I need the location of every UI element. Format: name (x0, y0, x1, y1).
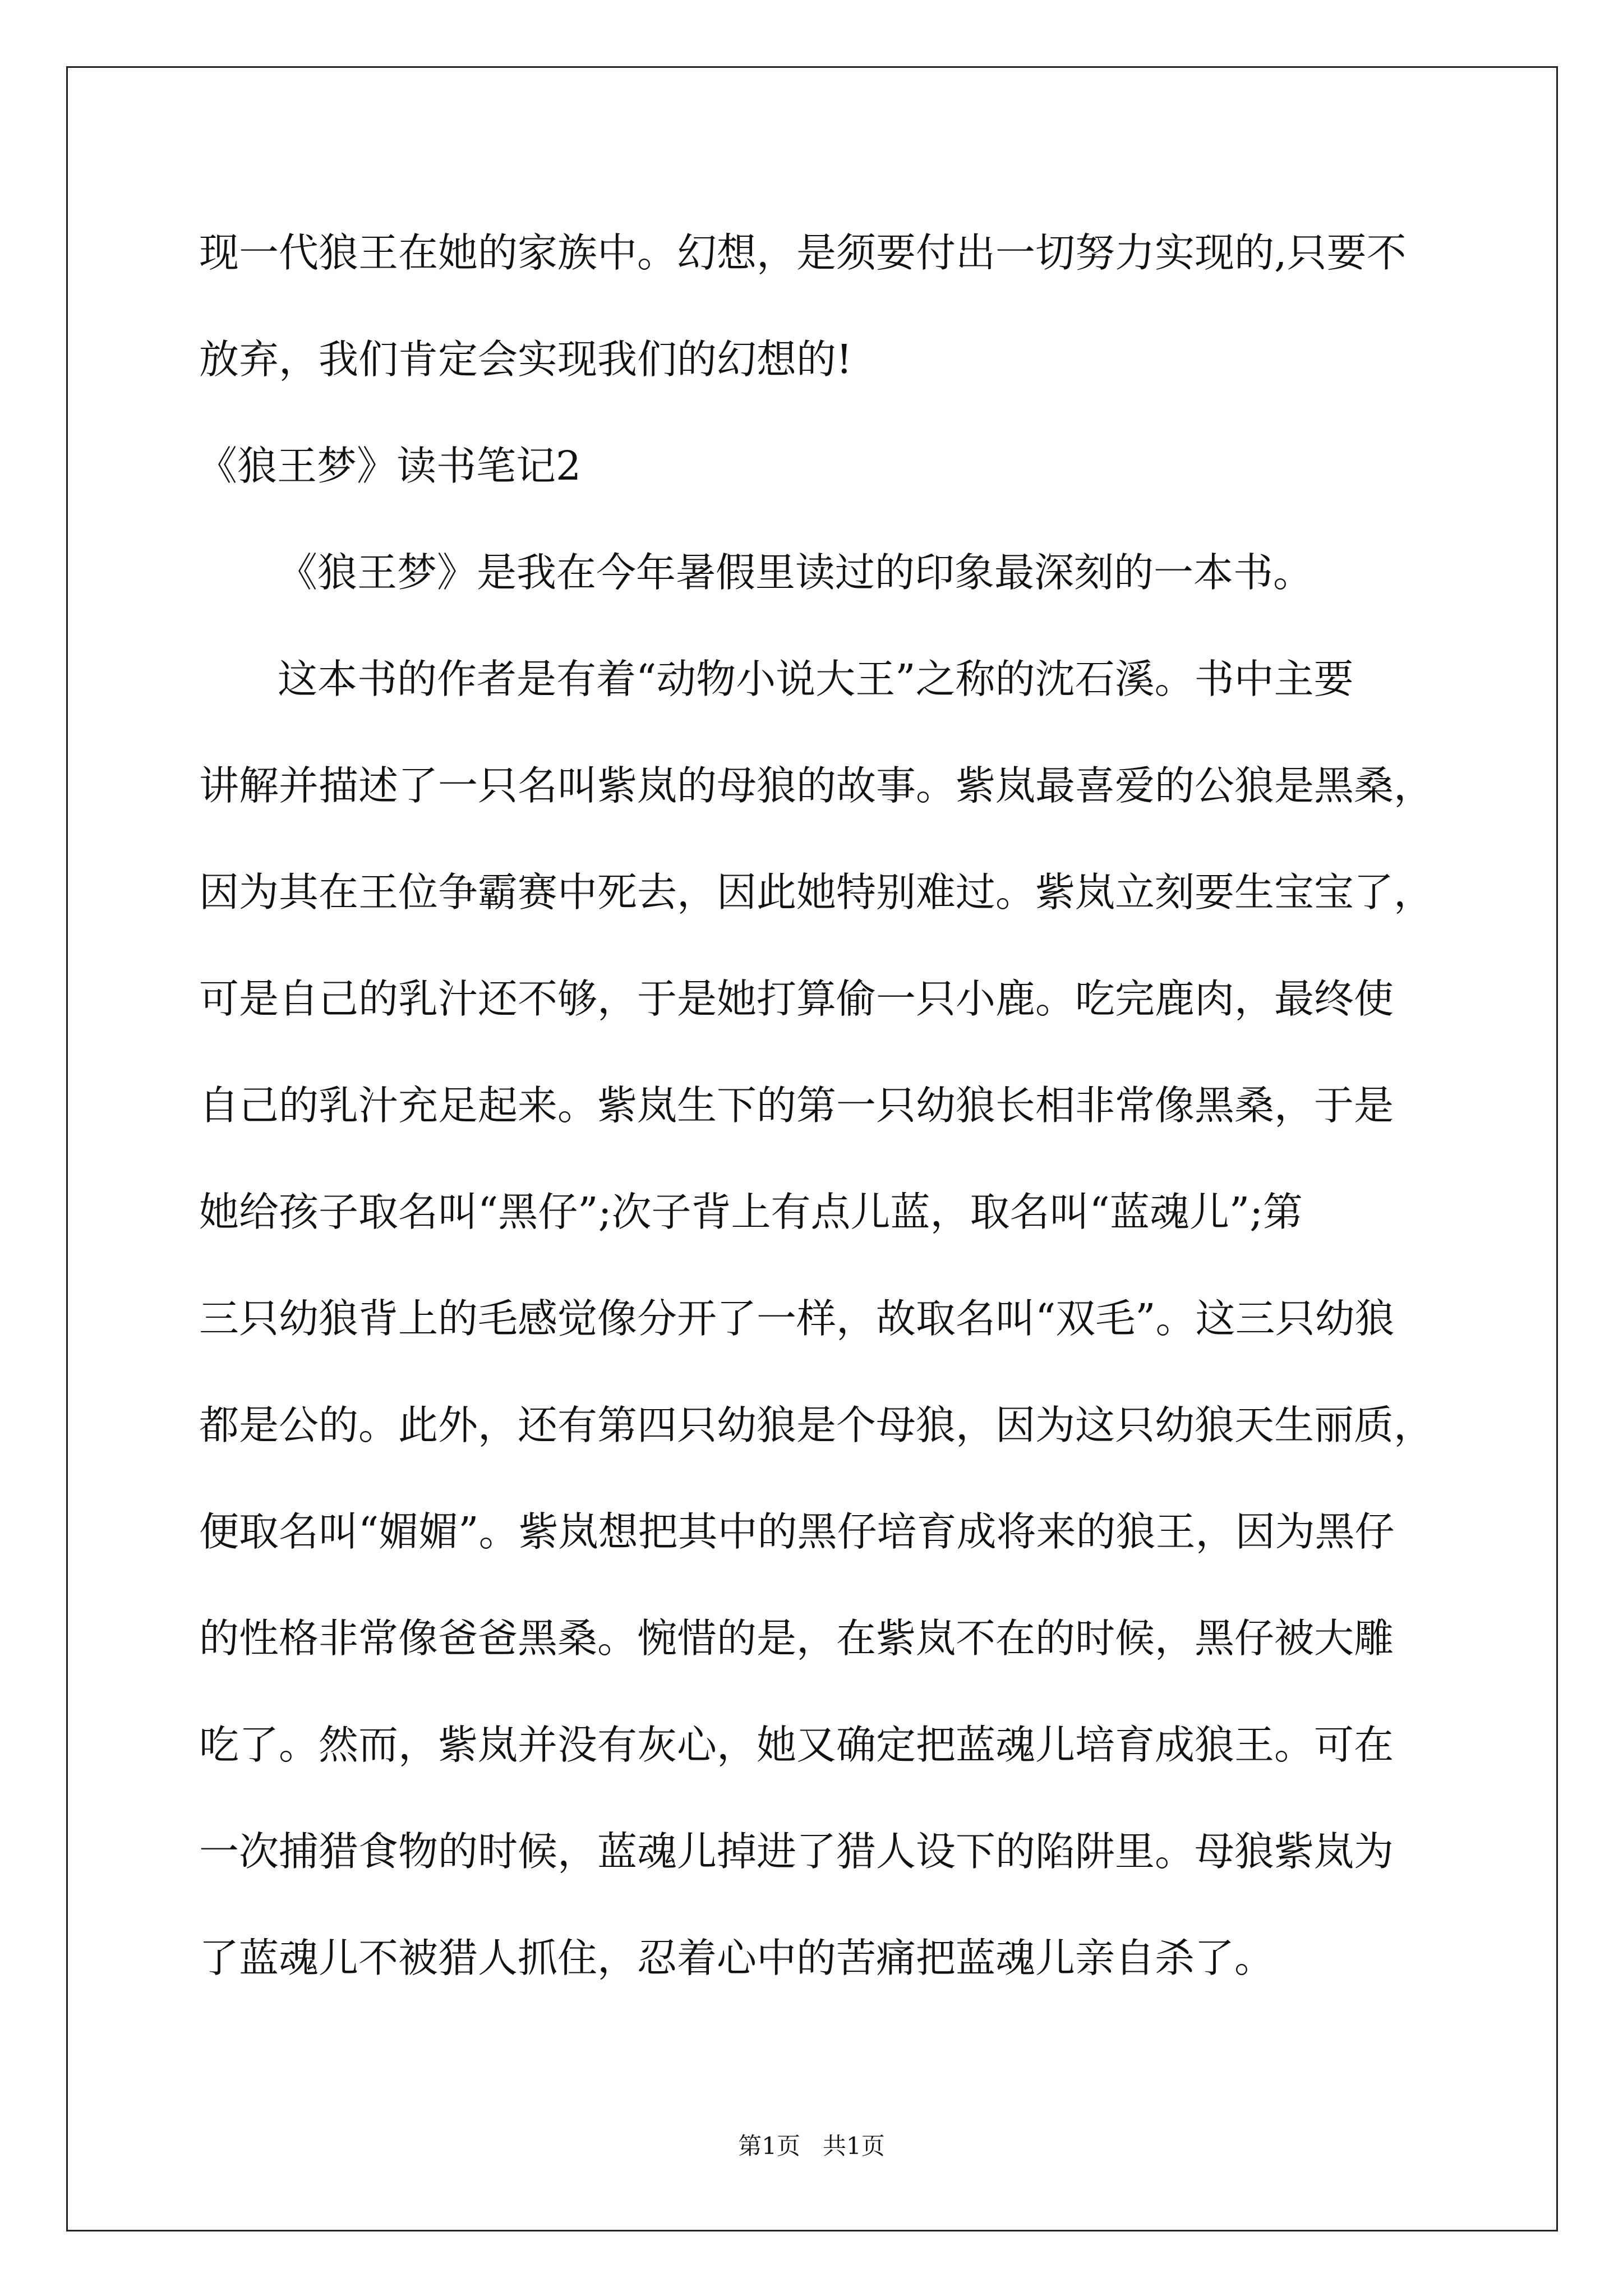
text-line: 因为其在王位争霸赛中死去，因此她特别难过。紫岚立刻要生宝宝了， (199, 869, 1434, 915)
page-footer: 第1页 共1页 (738, 2132, 885, 2160)
text-line: 了蓝魂儿不被猎人抓住，忍着心中的苦痛把蓝魂儿亲自杀了。 (199, 1935, 1275, 1981)
text-line: 三只幼狼背上的毛感觉像分开了一样，故取名叫“双毛”。这三只幼狼 (199, 1295, 1395, 1342)
page-border (66, 66, 1558, 2231)
text-line: 吃了。然而，紫岚并没有灰心，她又确定把蓝魂儿培育成狼王。可在 (199, 1722, 1394, 1768)
text-line: 现一代狼王在她的家族中。幻想，是须要付出一切努力实现的,只要不 (199, 229, 1407, 276)
text-line: 讲解并描述了一只名叫紫岚的母狼的故事。紫岚最喜爱的公狼是黑桑， (199, 762, 1434, 809)
section-heading: 《狼王梦》读书笔记2 (197, 443, 582, 489)
text-line: 放弃，我们肯定会实现我们的幻想的! (199, 336, 852, 383)
text-line: 的性格非常像爸爸黑桑。惋惜的是，在紫岚不在的时候，黑仔被大雕 (199, 1615, 1394, 1662)
text-line: 都是公的。此外，还有第四只幼狼是个母狼，因为这只幼狼天生丽质， (199, 1402, 1434, 1448)
text-line: 可是自己的乳汁还不够，于是她打算偷一只小鹿。吃完鹿肉，最终使 (199, 976, 1394, 1022)
text-line: 自己的乳汁充足起来。紫岚生下的第一只幼狼长相非常像黑桑，于是 (199, 1082, 1394, 1129)
text-line: 她给孩子取名叫“黑仔”;次子背上有点儿蓝，取名叫“蓝魂儿”;第 (199, 1189, 1303, 1235)
text-line: 便取名叫“媚媚”。紫岚想把其中的黑仔培育成将来的狼王，因为黑仔 (199, 1508, 1395, 1555)
paragraph-first-line: 这本书的作者是有着“动物小说大王”之称的沈石溪。书中主要 (278, 656, 1354, 702)
text-line: 一次捕猎食物的时候，蓝魂儿掉进了猎人设下的陷阱里。母狼紫岚为 (199, 1828, 1394, 1875)
paragraph-first-line: 《狼王梦》是我在今年暑假里读过的印象最深刻的一本书。 (278, 549, 1313, 596)
